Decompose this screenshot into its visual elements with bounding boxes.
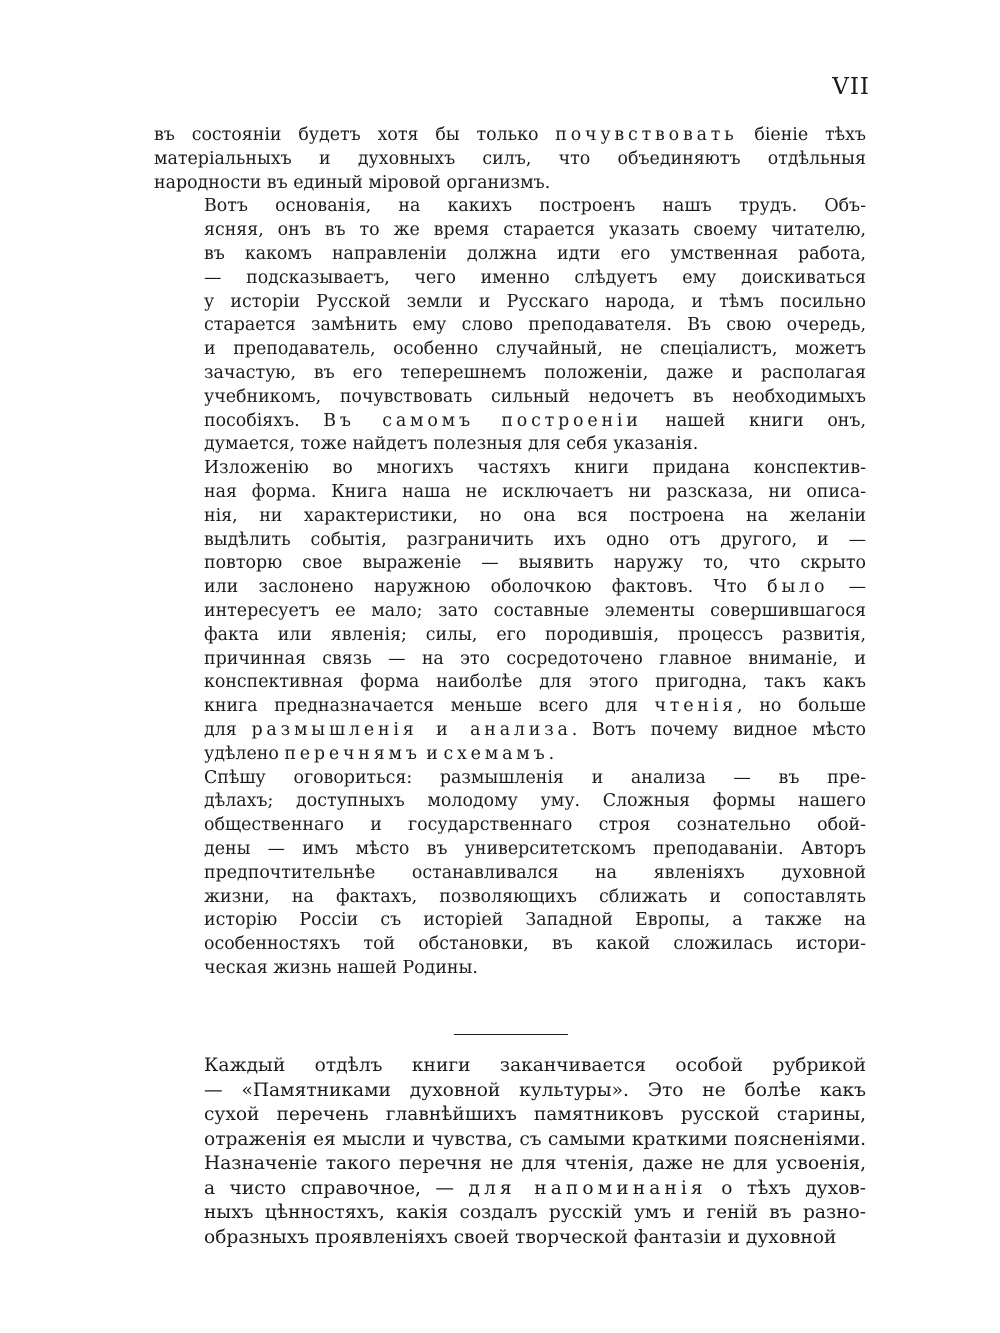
- text-run: думается, тоже найдетъ полезныя для себя указанiя.: [204, 434, 699, 455]
- text-line: [154, 790, 866, 814]
- text-run: жизни, на фактахъ, позволяющихъ сближать и сопоставлять: [204, 886, 866, 907]
- text-run: повторю свое выраженiе — выявить наружу то, что скрыто: [204, 553, 866, 574]
- text-line: [154, 576, 866, 600]
- spaced-emphasis: Въ самомъ построенiи: [323, 410, 642, 431]
- text-run: —: [828, 577, 866, 598]
- text-line: [154, 386, 866, 410]
- text-run: предпочтительнѣе останавливался на явленiяхъ духовной: [204, 862, 866, 883]
- text-run: матерiальныхъ и духовныхъ силъ, что объединяютъ отдѣльныя: [154, 148, 866, 169]
- text-line: [154, 838, 866, 862]
- text-line: [154, 743, 866, 767]
- text-line: [154, 481, 866, 505]
- text-line: [154, 909, 866, 933]
- text-line: [154, 695, 866, 719]
- text-run: Вотъ основанiя, на какихъ построенъ нашъ трудъ. Объ-: [204, 196, 866, 217]
- text-line: [154, 433, 866, 457]
- text-run: , но больше: [736, 696, 866, 717]
- text-line: [154, 172, 866, 196]
- text-run: .: [548, 743, 555, 764]
- text-line: [154, 933, 866, 957]
- spaced-emphasis: было: [767, 577, 829, 598]
- text-run: Каждый отдѣлъ книги заканчивается особой рубрикой: [204, 1055, 866, 1076]
- text-run: книга предназначается меньше всего для: [204, 696, 655, 717]
- text-run: въ какомъ направленiи должна идти его умственная работа,: [204, 243, 866, 264]
- text-line: [154, 291, 866, 315]
- text-run: ческая жизнь нашей Родины.: [204, 957, 478, 978]
- text-run: бiенiе тѣхъ: [737, 125, 866, 145]
- text-line: [154, 195, 866, 219]
- text-run: дѣлахъ; доступныхъ молодому уму. Сложныя формы нашего: [204, 791, 866, 812]
- text-line: [154, 1226, 866, 1251]
- text-line: [154, 1177, 866, 1202]
- text-run: для: [204, 719, 252, 740]
- text-run: пособiяхъ.: [204, 410, 324, 431]
- text-line: [154, 1152, 866, 1177]
- text-line: [154, 148, 866, 172]
- text-run: ныхъ цѣнностяхъ, какiя создалъ русскiй умъ и генiй въ разно-: [204, 1202, 866, 1223]
- page-number: VII: [832, 74, 870, 100]
- text-run: въ состоянiи будетъ хотя бы только: [154, 125, 556, 145]
- text-run: особенностяхъ той обстановки, въ какой сложилась истори-: [204, 934, 866, 955]
- spaced-emphasis: чтенiя: [654, 696, 737, 717]
- text-line: [154, 886, 866, 910]
- text-run: Изложенiю во многихъ частяхъ книги придана конспектив-: [204, 458, 866, 479]
- text-run: факта или явленiя; силы, его породившiя, процессъ развитiя,: [204, 624, 866, 645]
- text-run: о тѣхъ духов-: [706, 1177, 867, 1199]
- text-line: [154, 362, 866, 386]
- text-line: [154, 814, 866, 838]
- text-line: [154, 314, 866, 338]
- text-run: исторiю Россiи съ исторiей Западной Европы, а также на: [204, 910, 866, 931]
- text-line: [154, 600, 866, 624]
- text-line: [154, 267, 866, 291]
- text-line: [154, 767, 866, 791]
- text-run: нашей книги онъ,: [641, 410, 866, 431]
- text-line: [154, 1054, 866, 1079]
- text-run: . Вотъ почему видное мѣсто: [571, 719, 866, 740]
- text-line: [154, 457, 866, 481]
- text-line: [154, 1201, 866, 1226]
- text-run: и: [420, 743, 444, 764]
- text-run: Назначенiе такого перечня не для чтенiя, даже не для усвоенiя,: [204, 1153, 866, 1174]
- text-line: [154, 505, 866, 529]
- text-run: причинная связь — на это сосредоточено главное вниманiе, и: [204, 648, 866, 669]
- text-run: выдѣлить событiя, разграничить ихъ одно отъ другого, и —: [204, 529, 866, 550]
- text-run: Спѣшу оговориться: размышленiя и анализа — въ пре-: [204, 767, 866, 788]
- text-line: [154, 410, 866, 434]
- text-line: [154, 957, 866, 981]
- text-line: [154, 124, 866, 148]
- text-line: [154, 624, 866, 648]
- text-line: [154, 648, 866, 672]
- text-run: дены — имъ мѣсто въ университетскомъ преподаванiи. Авторъ: [204, 838, 866, 859]
- text-run: учебникомъ, почувствовать сильный недочетъ въ необходимыхъ: [204, 386, 866, 407]
- text-run: нiя, ни характеристики, но она вся построена на желанiи: [204, 505, 866, 526]
- paragraph: [154, 124, 866, 195]
- text-run: — подсказываетъ, чего именно слѣдуетъ ему доискиваться: [204, 267, 866, 288]
- text-run: — «Памятниками духовной культуры». Это не болѣе какъ: [204, 1079, 866, 1101]
- text-line: [154, 338, 866, 362]
- spaced-emphasis: размышленiя и анализа: [251, 719, 572, 740]
- text-run: сухой перечень главнѣйшихъ памятниковъ русской старины,: [204, 1104, 866, 1125]
- text-run: старается замѣнить ему слово преподавателя. Въ свою очередь,: [204, 315, 866, 336]
- paragraph: [154, 1054, 866, 1250]
- section-divider: [454, 1034, 568, 1035]
- spaced-emphasis: перечнямъ: [284, 743, 421, 764]
- text-line: [154, 552, 866, 576]
- text-run: конспективная форма наиболѣе для этого пригодна, такъ какъ: [204, 672, 866, 693]
- text-run: интересуетъ ее мало; зато составные элементы совершившагося: [204, 600, 866, 621]
- text-run: ясняя, онъ въ то же время старается указать своему читателю,: [204, 220, 866, 241]
- main-text: [154, 124, 866, 981]
- text-line: [154, 243, 866, 267]
- footnote-text: [154, 1054, 866, 1250]
- spaced-emphasis: почувствовать: [555, 125, 738, 145]
- spaced-emphasis: схемамъ: [443, 743, 549, 764]
- text-line: [154, 719, 866, 743]
- paragraph: [154, 767, 866, 981]
- text-run: ная форма. Книга наша не исключаетъ ни разсказа, ни описа-: [204, 481, 866, 502]
- text-line: [154, 1079, 866, 1104]
- paragraph: [154, 195, 866, 457]
- text-line: [154, 219, 866, 243]
- text-run: отраженiя ея мысли и чувства, съ самыми краткими поясненiями.: [204, 1128, 866, 1150]
- text-run: и преподаватель, особенно случайный, не спецiалистъ, можетъ: [204, 339, 866, 360]
- text-line: [154, 862, 866, 886]
- paragraph: [154, 457, 866, 766]
- spaced-emphasis: для напоминанiя: [468, 1177, 707, 1199]
- text-run: или заслонено наружною оболочкою фактовъ. Что: [204, 577, 768, 598]
- text-run: образныхъ проявленiяхъ своей творческой фантазiи и духовной: [204, 1226, 837, 1248]
- text-run: зачастую, въ его теперешнемъ положенiи, даже и располагая: [204, 362, 866, 383]
- text-run: общественнаго и государственнаго строя сознательно обой-: [204, 815, 866, 836]
- text-line: [154, 1128, 866, 1153]
- text-run: удѣлено: [204, 743, 285, 764]
- text-run: а чисто справочное, —: [204, 1177, 469, 1199]
- text-run: народности въ единый мiровой организмъ.: [154, 172, 551, 193]
- text-line: [154, 671, 866, 695]
- text-line: [154, 529, 866, 553]
- text-run: у исторiи Русской земли и Русскаго народа, и тѣмъ посильно: [204, 291, 866, 312]
- text-line: [154, 1103, 866, 1128]
